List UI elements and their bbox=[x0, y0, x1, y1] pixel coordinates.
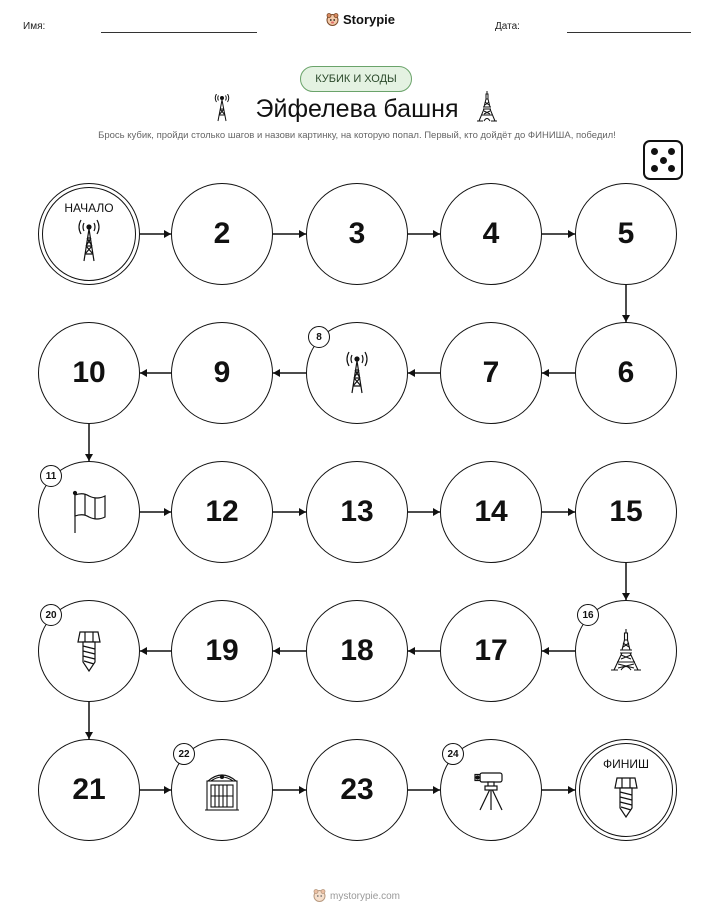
cell-number: 21 bbox=[72, 773, 106, 806]
cell-number-badge: 11 bbox=[40, 465, 62, 487]
cell-number: 17 bbox=[474, 634, 508, 667]
path-arrow bbox=[273, 508, 306, 516]
page-title: Эйфелева башня bbox=[255, 95, 459, 123]
finish-cell bbox=[575, 739, 677, 841]
path-arrow bbox=[542, 508, 575, 516]
path-arrow bbox=[140, 508, 171, 516]
radio-tower-icon bbox=[69, 218, 109, 262]
path-arrow bbox=[622, 563, 630, 600]
board-cell-24 bbox=[440, 739, 542, 841]
path-arrow bbox=[408, 230, 440, 238]
start-cell bbox=[38, 183, 140, 285]
footer-url: mystorypie.com bbox=[330, 890, 401, 902]
date-label: Дата: bbox=[495, 21, 520, 32]
board-cell-4 bbox=[440, 183, 542, 285]
footer bbox=[313, 889, 400, 903]
board-cell-2 bbox=[171, 183, 273, 285]
board-cell-21 bbox=[38, 739, 140, 841]
path-arrow bbox=[542, 230, 575, 238]
board-cell-18 bbox=[306, 600, 408, 702]
board-cell-8 bbox=[306, 322, 408, 424]
cell-number: 23 bbox=[340, 773, 374, 806]
cell-number: 14 bbox=[474, 495, 508, 528]
board-cell-12 bbox=[171, 461, 273, 563]
cell-number: 3 bbox=[348, 217, 366, 250]
path-arrow bbox=[408, 786, 440, 794]
board-cell-22 bbox=[171, 739, 273, 841]
path-arrow bbox=[622, 285, 630, 322]
path-arrow bbox=[140, 230, 171, 238]
path-arrow bbox=[85, 424, 93, 461]
start-label: НАЧАЛО bbox=[64, 201, 114, 215]
board-cell-3 bbox=[306, 183, 408, 285]
cell-number: 5 bbox=[617, 217, 635, 250]
radio-tower-icon bbox=[337, 350, 377, 394]
path-arrow bbox=[542, 786, 575, 794]
cell-number: 10 bbox=[72, 356, 106, 389]
cell-number-badge: 8 bbox=[308, 326, 330, 348]
cell-number-badge: 24 bbox=[442, 743, 464, 765]
board-cell-5 bbox=[575, 183, 677, 285]
board-cell-7 bbox=[440, 322, 542, 424]
cell-number-badge: 20 bbox=[40, 604, 62, 626]
path-arrow bbox=[140, 647, 171, 655]
instructions: Брось кубик, пройди столько шагов и назови картинку, на которую попал. Первый, кто дойдёт до ФИНИША, победил! bbox=[98, 130, 616, 141]
cell-number-badge: 22 bbox=[173, 743, 195, 765]
board-cell-16 bbox=[575, 600, 677, 702]
name-label: Имя: bbox=[23, 21, 46, 32]
path-arrow bbox=[408, 369, 440, 377]
path-arrow bbox=[273, 369, 306, 377]
board-cell-17 bbox=[440, 600, 542, 702]
path-arrow bbox=[140, 369, 171, 377]
cell-number-badge: 16 bbox=[577, 604, 599, 626]
brand-name: Storypie bbox=[343, 12, 396, 27]
game-type-badge: КУБИК И ХОДЫ bbox=[300, 66, 412, 92]
cell-number: 9 bbox=[213, 356, 231, 389]
eiffel-tower-icon bbox=[606, 628, 646, 672]
cell-number: 7 bbox=[482, 356, 500, 389]
cell-number: 18 bbox=[340, 634, 374, 667]
path-arrow bbox=[542, 369, 575, 377]
board-cell-13 bbox=[306, 461, 408, 563]
path-arrow bbox=[273, 786, 306, 794]
mascot-icon bbox=[313, 889, 326, 903]
path-arrow bbox=[408, 508, 440, 516]
board-cell-10 bbox=[38, 322, 140, 424]
cell-number: 13 bbox=[340, 495, 374, 528]
path-arrow bbox=[408, 647, 440, 655]
board-cell-20 bbox=[38, 600, 140, 702]
cell-number: 12 bbox=[205, 495, 239, 528]
cell-number: 2 bbox=[213, 217, 231, 250]
board-cell-15 bbox=[575, 461, 677, 563]
cell-number: 4 bbox=[482, 217, 500, 250]
board-cell-6 bbox=[575, 322, 677, 424]
finish-label: ФИНИШ bbox=[602, 757, 650, 771]
board-cell-11 bbox=[38, 461, 140, 563]
screw-icon bbox=[69, 628, 109, 672]
board-cell-14 bbox=[440, 461, 542, 563]
board-cell-19 bbox=[171, 600, 273, 702]
cell-number: 19 bbox=[205, 634, 239, 667]
surveyor-level-icon bbox=[471, 767, 511, 811]
board-cell-9 bbox=[171, 322, 273, 424]
cell-number: 6 bbox=[617, 356, 635, 389]
path-arrow bbox=[85, 702, 93, 739]
cell-number: 15 bbox=[609, 495, 643, 528]
path-arrow bbox=[140, 786, 171, 794]
board-cell-23 bbox=[306, 739, 408, 841]
elevator-icon bbox=[202, 767, 242, 811]
flag-icon bbox=[69, 489, 109, 533]
path-arrow bbox=[542, 647, 575, 655]
screw-icon bbox=[606, 774, 646, 818]
path-arrow bbox=[273, 230, 306, 238]
path-arrow bbox=[273, 647, 306, 655]
